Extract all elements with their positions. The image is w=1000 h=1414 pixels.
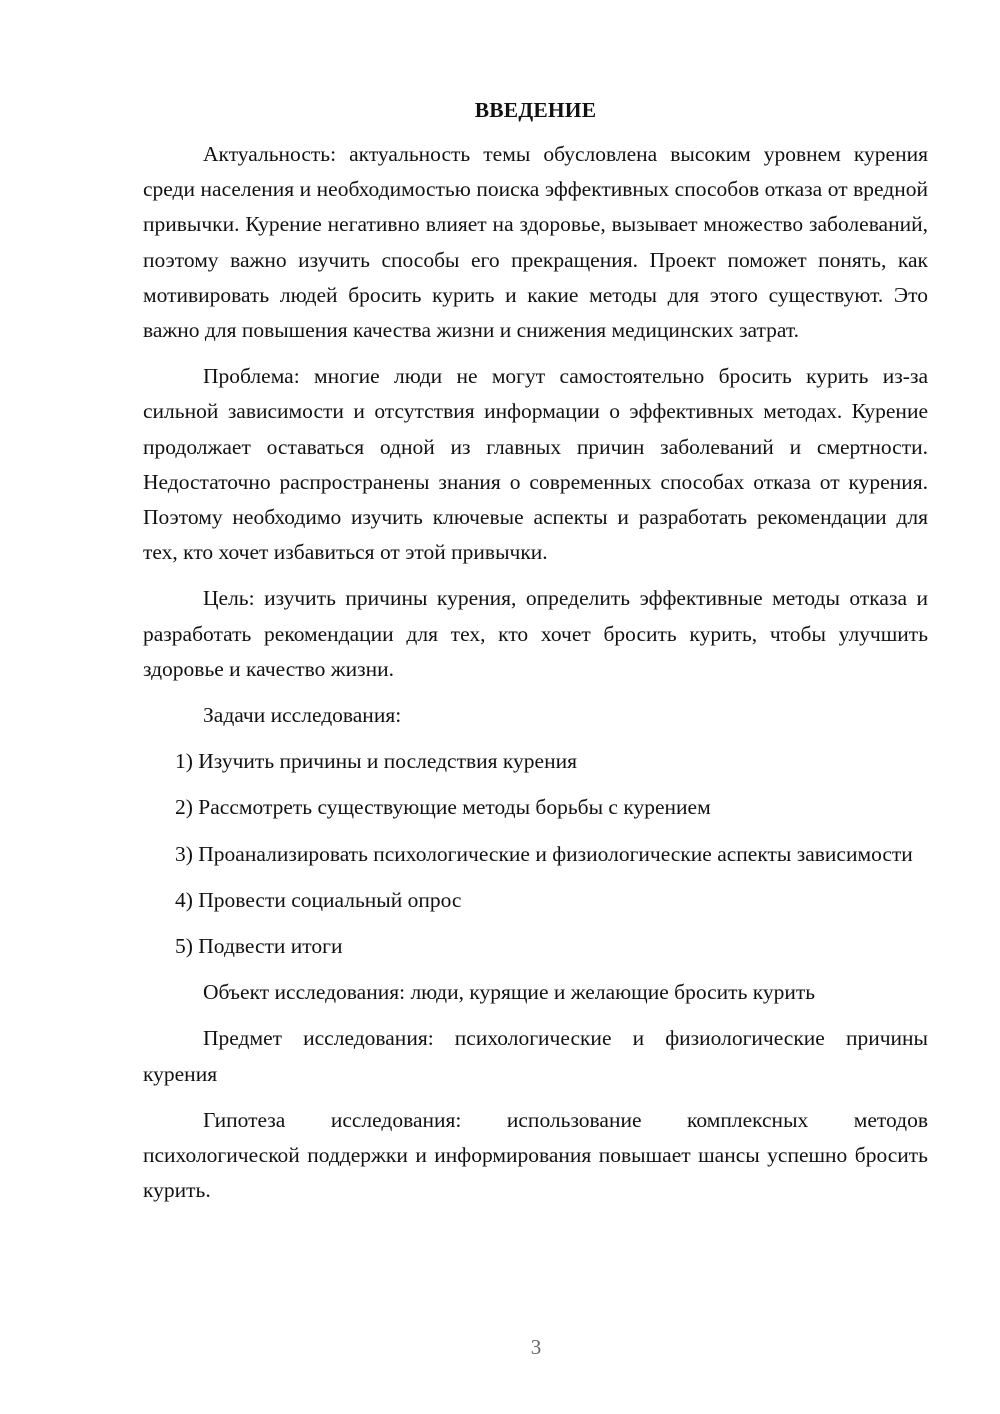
task-item: 4) Провести социальный опрос <box>175 887 462 912</box>
object-paragraph: Объект исследования: люди, курящие и желающие бросить курить <box>203 980 816 1005</box>
page-number: 3 <box>530 1335 542 1359</box>
problem-paragraph: Проблема: многие люди не могут самостоятельно бросить курить из-за сильной зависимости и отсутствия информации о эффективных методах. Курение продолжает оставаться одной из главных причин заболеваний и смертности. Недостаточно распространены знания о современных способах отказа от курения. Поэтому необходимо изучить ключевые аспекты и разработать рекомендации для тех, кто хочет избавиться от этой привычки. <box>143 364 928 565</box>
task-item: 1) Изучить причины и последствия курения <box>175 749 577 774</box>
page-content <box>143 93 928 1219</box>
page-title: ВВЕДЕНИЕ <box>474 98 597 122</box>
hypothesis-paragraph: Гипотеза исследования: использование комплексных методов психологической поддержки и информирования повышает шансы успешно бросить курить. <box>143 1107 928 1203</box>
task-item: 2) Рассмотреть существующие методы борьбы с курением <box>175 795 711 820</box>
task-item: 5) Подвести итоги <box>175 934 343 959</box>
subject-paragraph: Предмет исследования: психологические и физиологические причины курения <box>143 1026 928 1086</box>
tasks-list <box>143 744 928 964</box>
task-item: 3) Проанализировать психологические и физиологические аспекты зависимости <box>175 841 913 866</box>
relevance-paragraph: Актуальность: актуальность темы обусловлена высоким уровнем курения среди населения и необходимостью поиска эффективных способов отказа от вредной привычки. Курение негативно влияет на здоровье, вызывает множество заболеваний, поэтому важно изучить способы его прекращения. Проект поможет понять, как мотивировать людей бросить курить и какие методы для этого существуют. Это важно для повышения качества жизни и снижения медицинских затрат. <box>143 142 928 343</box>
tasks-heading: Задачи исследования: <box>203 703 402 728</box>
goal-paragraph: Цель: изучить причины курения, определить эффективные методы отказа и разработать рекомендации для тех, кто хочет бросить курить, чтобы улучшить здоровье и качество жизни. <box>143 586 928 681</box>
